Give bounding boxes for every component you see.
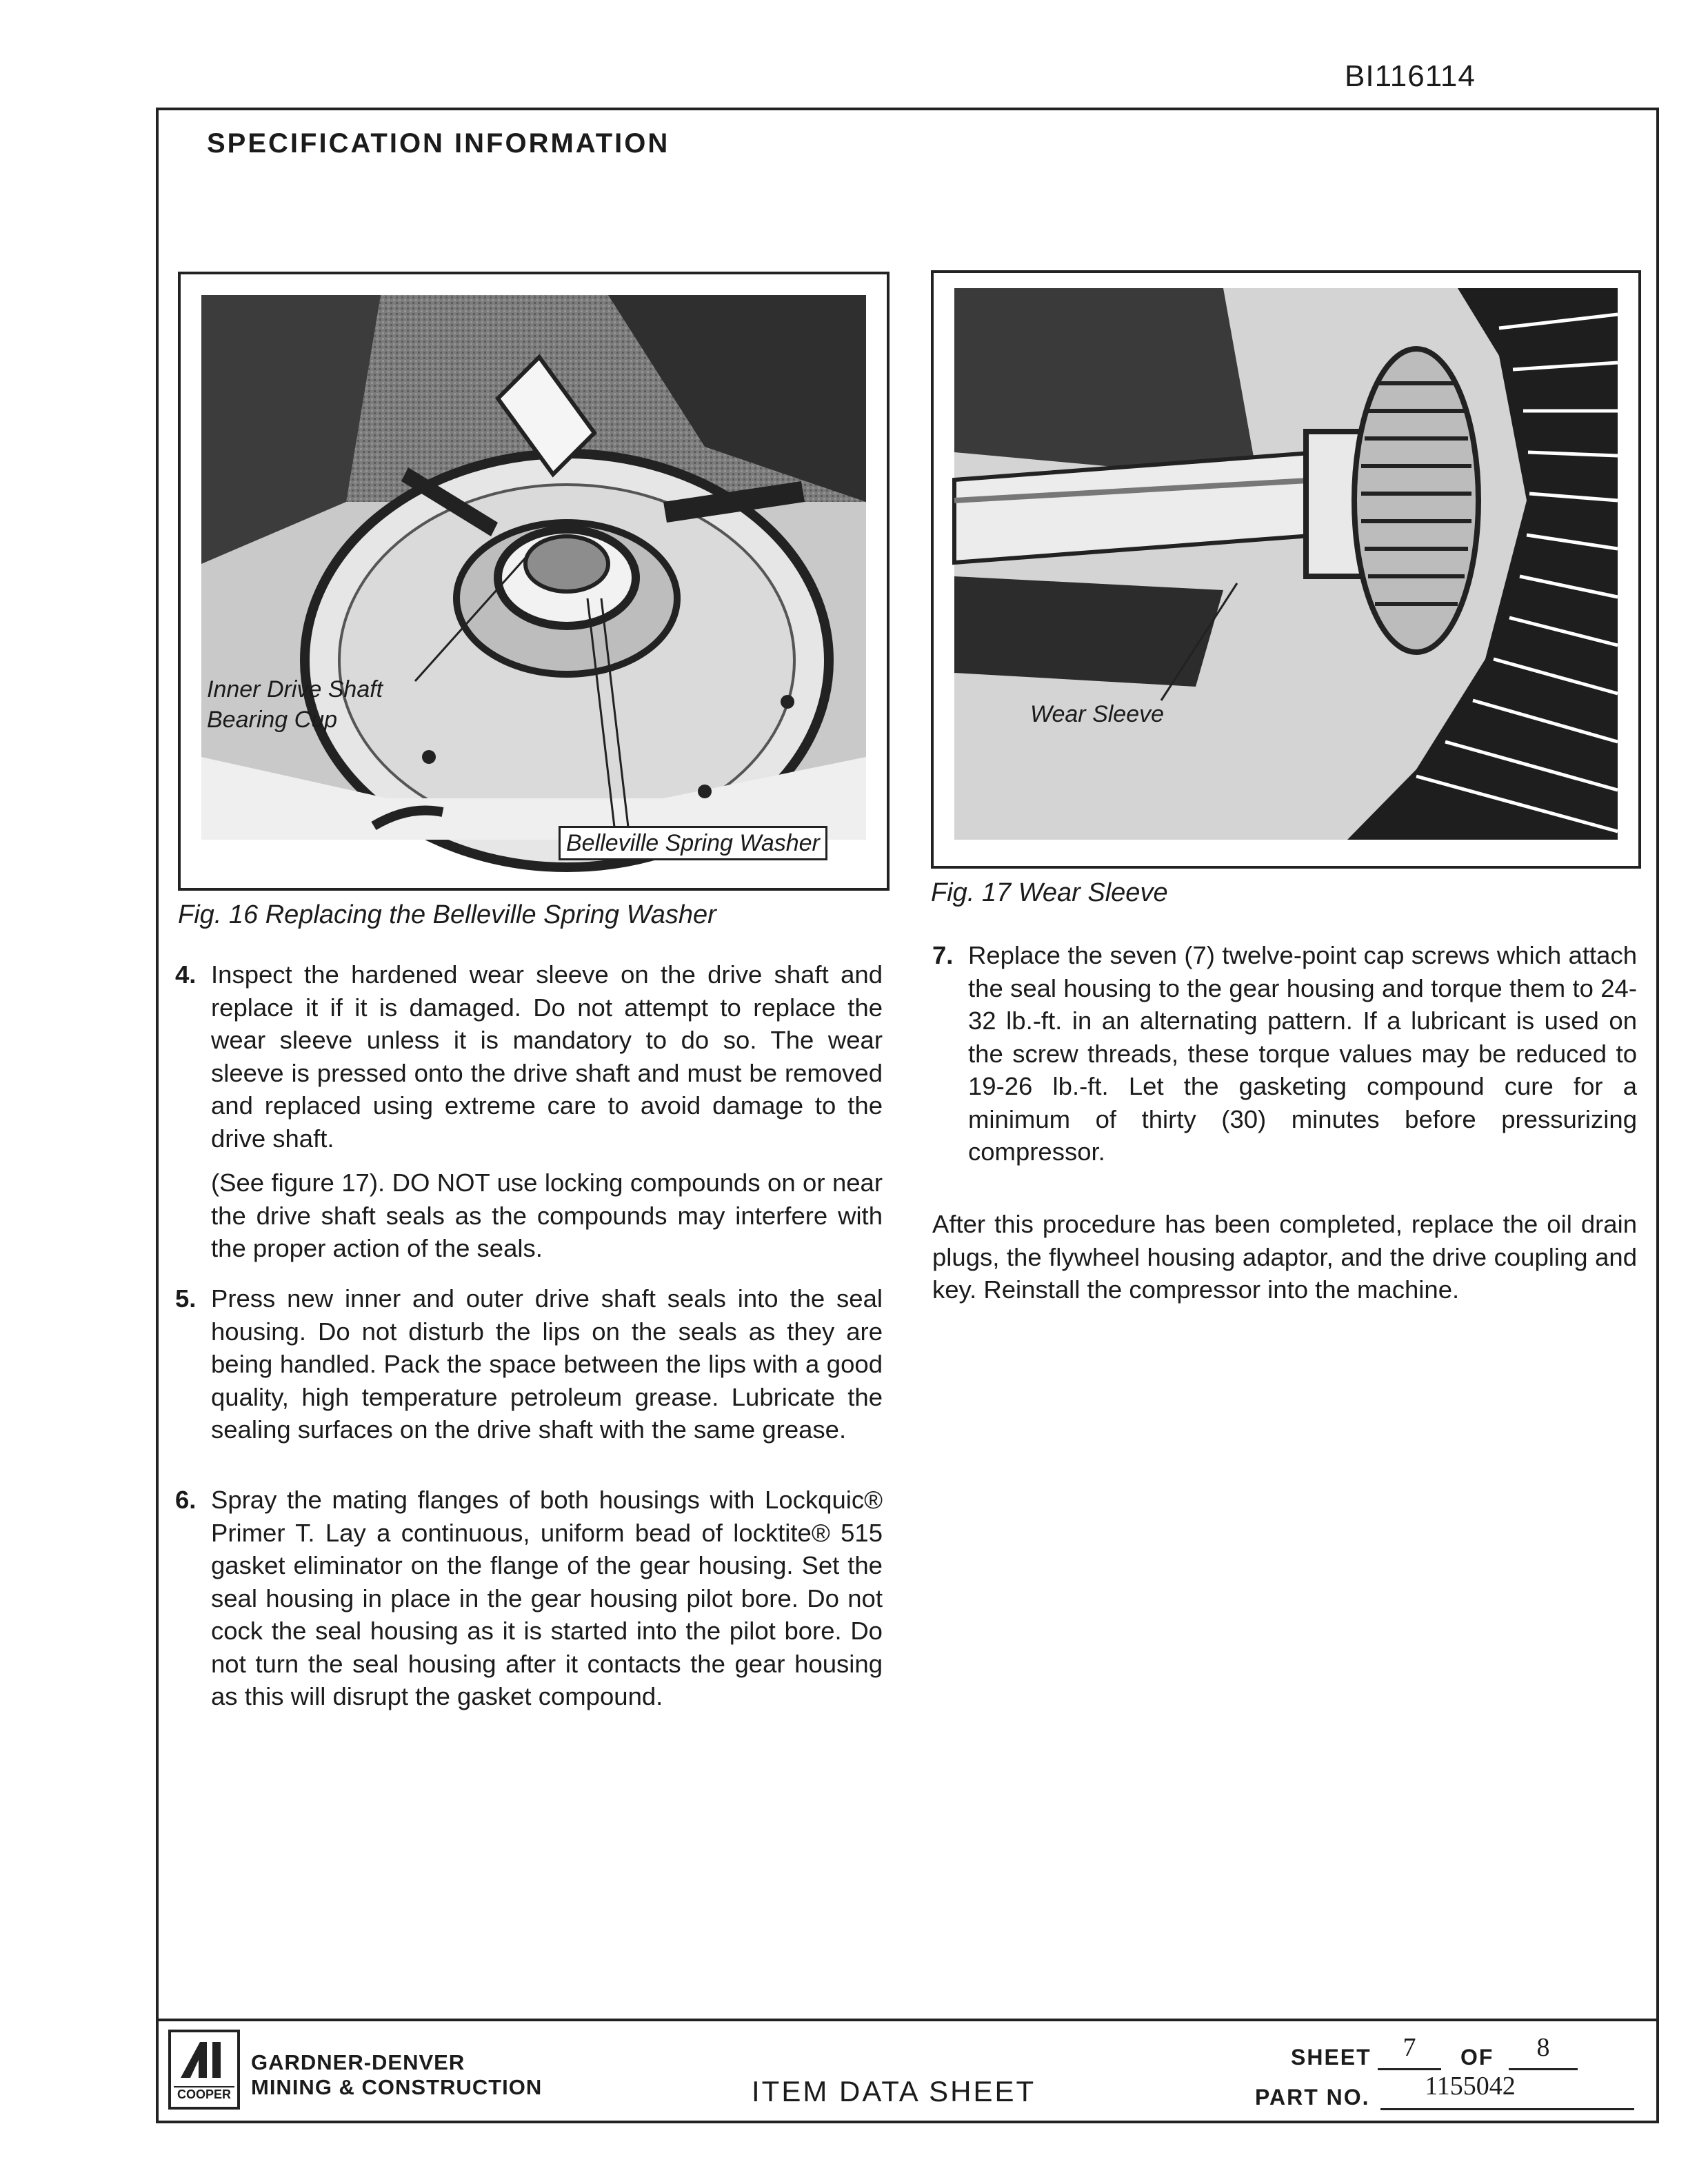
step-number: 4. [175,960,197,989]
closing-paragraph: After this procedure has been completed, replace the oil drain plugs, the flywheel housing adaptor, and the drive coupling and key. Reinstall the compressor into the machine. [932,1210,1637,1304]
of-underline [1509,2068,1578,2070]
wear-sleeve-illustration [934,273,1638,866]
step-number: 7. [932,941,954,969]
callout-text-line-2: Bearing Cup [207,707,338,733]
part-number-value: 1155042 [1425,2072,1516,2101]
of-value: 8 [1536,2033,1550,2062]
figure-17-photo [931,270,1641,869]
step-number: 6. [175,1486,197,1514]
step-number: 5. [175,1284,197,1313]
part-number-label: PART NO. [1255,2085,1370,2110]
step-4 [175,958,883,1155]
figure-17-caption: Fig. 17 Wear Sleeve [931,878,1168,907]
sheet-value: 7 [1403,2033,1416,2062]
step-text: Spray the mating flanges of both housings with Lockquic® Primer T. Lay a continuous, uniform bead of locktite® 515 gasket eliminator on the flange of the gear housing. Set the seal housing in place in the gear housing pilot bore. Do not cock the seal housing as it is started into the pilot bore. Do not turn the seal housing after it contacts the gear housing as this will disrupt the gasket compound. [211,1486,883,1710]
sheet-label: SHEET [1291,2045,1372,2070]
section-title: SPECIFICATION INFORMATION [207,128,670,159]
cooper-logo [168,2030,240,2110]
figure-16-photo [178,272,890,891]
step-text: Press new inner and outer drive shaft seals into the seal housing. Do not disturb the lips on the seals as they are being handled. Pack the space between the lips with a good quality, high temperature petroleum grease. Lubricate the sealing surfaces on the drive shaft with the same grease. [211,1284,883,1444]
callout-inner-drive-shaft [207,674,383,735]
step-4-continued [211,1166,883,1265]
company-name [251,2050,542,2100]
step-text: (See figure 17). DO NOT use locking compounds on or near the drive shaft seals as the compounds may interfere with the proper action of the seals. [211,1169,883,1262]
of-label: OF [1460,2045,1494,2070]
document-id: BI116114 [1345,59,1476,93]
step-6 [175,1484,883,1713]
company-line-2: MINING & CONSTRUCTION [251,2075,543,2099]
step-text: Inspect the hardened wear sleeve on the drive shaft and replace it if it is damaged. Do not attempt to replace the wear sleeve unless it is mandatory to do so. The wear sleeve is pressed onto the drive shaft and must be removed and replaced using extreme care to avoid damage to the drive shaft. [211,960,883,1153]
step-text: Replace the seven (7) twelve-point cap screws which attach the seal housing to the gear housing and torque them to 24-32 lb.-ft. in an alternating pattern. If a lubricant is used on the screw threads, these torque values may be reduced to 19-26 lb.-ft. Let the gasketing compound cure for a minimum of thirty (30) minutes before pressurizing compressor. [968,941,1637,1166]
step-7 [932,939,1637,1169]
logo-wordmark: COOPER [174,2086,234,2102]
footer-divider [156,2019,1659,2021]
part-number-underline [1380,2108,1634,2110]
callout-text-line-1: Inner Drive Shaft [207,676,383,702]
belleville-assembly-illustration [181,274,887,888]
item-data-sheet-title: ITEM DATA SHEET [752,2075,1036,2107]
step-5 [175,1282,883,1446]
callout-belleville-spring-washer: Belleville Spring Washer [559,826,827,860]
callout-wear-sleeve: Wear Sleeve [1030,701,1165,727]
figure-16-caption: Fig. 16 Replacing the Belleville Spring Washer [178,900,716,929]
cooper-logo-mark-icon [177,2035,232,2083]
sheet-underline [1378,2068,1441,2070]
company-line-1: GARDNER-DENVER [251,2050,465,2074]
